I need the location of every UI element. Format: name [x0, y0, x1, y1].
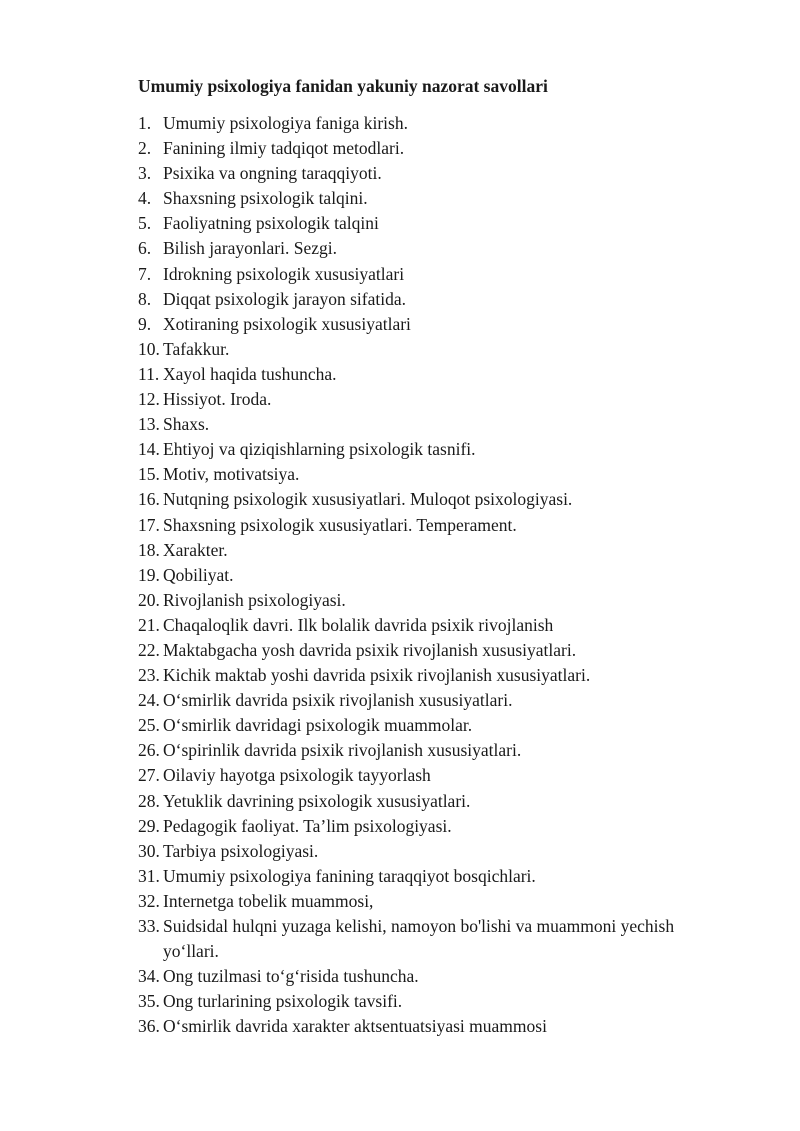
question-number: 26. — [138, 740, 160, 761]
question-number: 31. — [138, 865, 160, 886]
question-text: Xayol haqida tushuncha. — [163, 363, 337, 384]
question-item — [138, 312, 728, 337]
question-item — [138, 663, 728, 688]
question-number: 33. — [138, 916, 160, 936]
question-item — [138, 236, 728, 261]
question-item — [138, 462, 728, 487]
question-number: 32. — [138, 890, 160, 911]
question-number: 17. — [138, 514, 160, 535]
question-text: Xarakter. — [163, 539, 228, 560]
question-text: Faoliyatning psixologik talqini — [163, 213, 379, 234]
question-item — [138, 738, 728, 763]
question-text: Idrokning psixologik xususiyatlari — [163, 263, 405, 284]
question-item — [138, 989, 728, 1014]
question-text: Rivojlanish psixologiyasi. — [163, 589, 346, 610]
document-title: Umumiy psixologiya fanidan yakuniy nazorat savollari — [138, 76, 548, 96]
question-number: 30. — [138, 840, 160, 861]
question-text: Maktabgacha yosh davrida psixik rivojlanish xususiyatlari. — [163, 639, 577, 660]
question-item — [138, 688, 728, 713]
question-number: 3. — [138, 163, 152, 184]
question-number: 14. — [138, 439, 160, 460]
question-number: 8. — [138, 288, 152, 309]
question-text: Yetuklik davrining psixologik xususiyatlari. — [163, 790, 471, 811]
question-item — [138, 111, 728, 136]
question-item — [138, 387, 728, 412]
question-text: Umumiy psixologiya faniga kirish. — [163, 113, 408, 133]
question-item — [138, 186, 728, 211]
question-text: Psixika va ongning taraqqiyoti. — [163, 163, 382, 184]
question-item — [138, 638, 728, 663]
question-number: 20. — [138, 589, 160, 610]
question-text: Ong tuzilmasi to‘g‘risida tushuncha. — [163, 966, 419, 987]
question-item — [138, 337, 728, 362]
question-item — [138, 513, 728, 538]
question-number: 6. — [138, 238, 152, 259]
question-number: 29. — [138, 815, 160, 836]
question-item — [138, 1014, 728, 1039]
question-text: Chaqaloqlik davri. Ilk bolalik davrida psixik rivojlanish — [163, 614, 554, 635]
question-text: Ehtiyoj va qiziqishlarning psixologik tasnifi. — [163, 439, 476, 460]
question-number: 35. — [138, 991, 160, 1012]
question-number: 36. — [138, 1016, 160, 1037]
question-number: 27. — [138, 765, 160, 786]
question-item — [138, 789, 728, 814]
question-number: 18. — [138, 539, 160, 560]
question-number: 9. — [138, 313, 152, 334]
question-number: 15. — [138, 464, 160, 485]
question-text: Umumiy psixologiya fanining taraqqiyot bosqichlari. — [163, 865, 536, 886]
question-item — [138, 487, 728, 512]
question-item — [138, 613, 728, 638]
question-number: 10. — [138, 338, 160, 359]
question-text: Nutqning psixologik xususiyatlari. Muloqot psixologiyasi. — [163, 489, 573, 510]
question-item — [138, 538, 728, 563]
question-text: Pedagogik faoliyat. Ta’lim psixologiyasi. — [163, 815, 452, 836]
question-item — [138, 412, 728, 437]
question-number: 11. — [138, 363, 160, 384]
question-text: Tafakkur. — [163, 338, 230, 359]
question-item — [138, 563, 728, 588]
question-number: 24. — [138, 690, 160, 711]
question-item — [138, 211, 728, 236]
question-text: O‘smirlik davrida psixik rivojlanish xususiyatlari. — [163, 690, 513, 711]
question-text: Oilaviy hayotga psixologik tayyorlash — [163, 765, 431, 786]
question-text: Xotiraning psixologik xususiyatlari — [163, 313, 411, 334]
question-item — [138, 588, 728, 613]
question-number: 25. — [138, 715, 160, 736]
question-number: 16. — [138, 489, 160, 510]
question-text: Qobiliyat. — [163, 564, 234, 585]
question-item — [138, 864, 728, 889]
question-number: 12. — [138, 389, 160, 410]
question-number: 22. — [138, 639, 160, 660]
question-number: 13. — [138, 414, 160, 435]
question-item — [138, 914, 728, 964]
question-text: O‘spirinlik davrida psixik rivojlanish xususiyatlari. — [163, 740, 522, 761]
question-text: Ong turlarining psixologik tavsifi. — [163, 991, 403, 1012]
question-number: 19. — [138, 564, 160, 585]
question-text: Motiv, motivatsiya. — [163, 464, 300, 485]
question-text: O‘smirlik davridagi psixologik muammolar. — [163, 715, 473, 736]
question-number: 34. — [138, 966, 160, 987]
question-item — [138, 262, 728, 287]
question-number: 1. — [138, 113, 152, 133]
question-list — [138, 111, 728, 1039]
question-number: 4. — [138, 188, 152, 209]
question-item — [138, 839, 728, 864]
question-text: Diqqat psixologik jarayon sifatida. — [163, 288, 407, 309]
question-item — [138, 814, 728, 839]
question-number: 5. — [138, 213, 152, 234]
question-item — [138, 889, 728, 914]
question-text: Shaxsning psixologik xususiyatlari. Temperament. — [163, 514, 517, 535]
question-item — [138, 287, 728, 312]
question-number: 28. — [138, 790, 160, 811]
question-item — [138, 713, 728, 738]
question-item — [138, 161, 728, 186]
question-text: Shaxs. — [163, 414, 210, 435]
question-item — [138, 437, 728, 462]
question-text: Kichik maktab yoshi davrida psixik rivojlanish xususiyatlari. — [163, 665, 591, 686]
question-text: Shaxsning psixologik talqini. — [163, 188, 368, 209]
question-number: 2. — [138, 138, 152, 159]
question-item — [138, 763, 728, 788]
question-text: Tarbiya psixologiyasi. — [163, 840, 319, 861]
question-text: Hissiyot. Iroda. — [163, 389, 272, 410]
question-text: O‘smirlik davrida xarakter aktsentuatsiyasi muammosi — [163, 1016, 547, 1037]
question-text: Fanining ilmiy tadqiqot metodlari. — [163, 138, 405, 159]
question-text: Internetga tobelik muammosi, — [163, 890, 374, 911]
question-item — [138, 362, 728, 387]
question-number: 7. — [138, 263, 152, 284]
question-item — [138, 136, 728, 161]
question-number: 21. — [138, 614, 160, 635]
question-text: Bilish jarayonlari. Sezgi. — [163, 238, 337, 259]
question-text: Suidsidal hulqni yuzaga kelishi, namoyon bo'lishi va muammoni yechish yo‘llari. — [163, 916, 675, 962]
question-number: 23. — [138, 665, 160, 686]
question-item — [138, 964, 728, 989]
